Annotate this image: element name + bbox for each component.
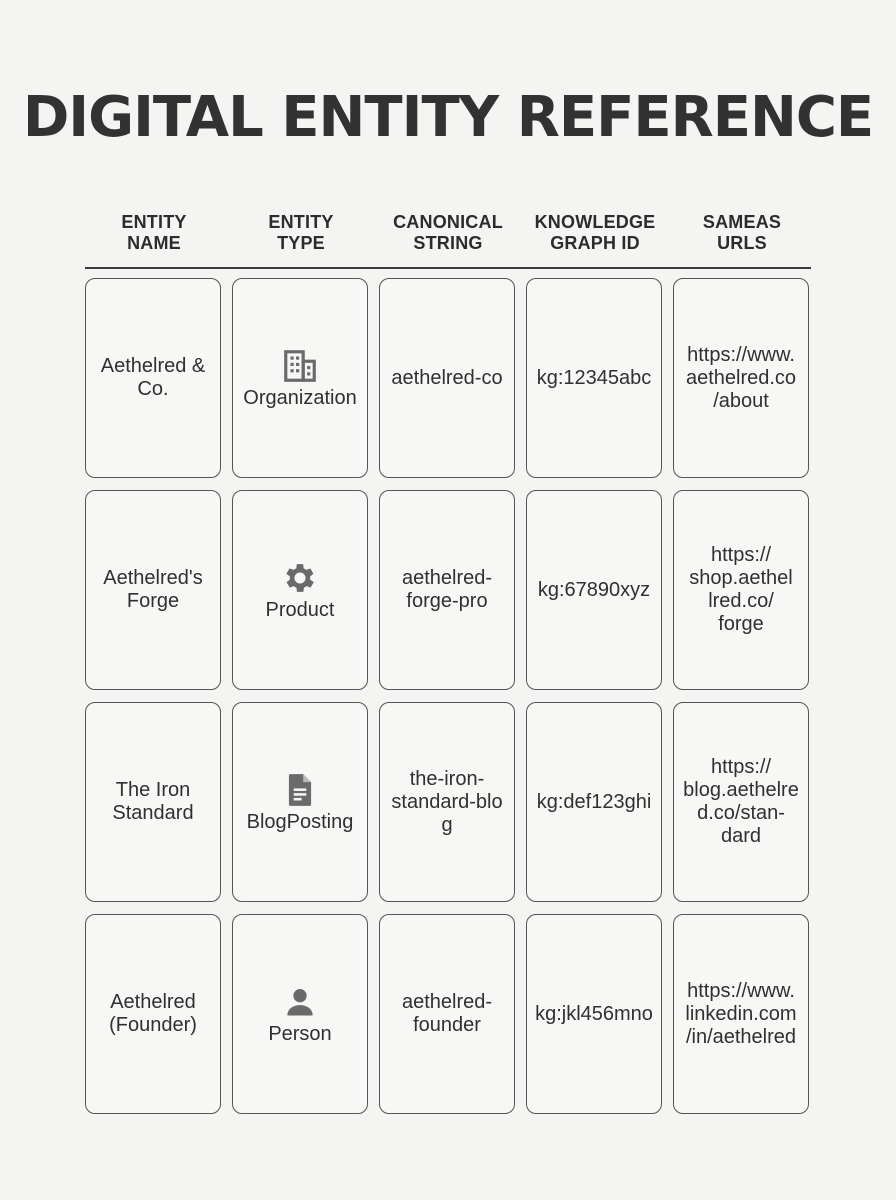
cell-entity-type: [232, 278, 368, 478]
canonical-string-text: aethelred- founder: [401, 991, 493, 1036]
building-icon: [281, 347, 319, 385]
cell-sameas-url: [673, 490, 809, 690]
cell-canonical-string: [379, 702, 515, 902]
person-icon: [281, 983, 319, 1021]
sameas-url-text: https:// blog.aethelre d.co/stan- dard: [683, 756, 799, 847]
canonical-string-text: aethelred- forge-pro: [401, 567, 493, 612]
knowledge-graph-id-text: kg:jkl456mno: [535, 1002, 653, 1025]
cell-canonical-string: [379, 914, 515, 1114]
cell-knowledge-graph-id: [526, 490, 662, 690]
cell-entity-type: [232, 490, 368, 690]
cell-sameas-url: [673, 702, 809, 902]
cell-knowledge-graph-id: [526, 278, 662, 478]
cell-knowledge-graph-id: [526, 914, 662, 1114]
canonical-string-text: the-iron- standard-blog: [391, 767, 503, 836]
sameas-url-text: https:// shop.aethel lred.co/ forge: [689, 544, 793, 635]
column-header-line: TYPE: [277, 233, 325, 253]
cell-entity-type: [232, 914, 368, 1114]
column-header-line: SAMEAS: [702, 212, 782, 232]
canonical-string-text: aethelred-co: [391, 366, 503, 389]
column-header-line: ENTITY: [121, 212, 187, 232]
entity-type-text: Product: [265, 598, 335, 621]
knowledge-graph-id-text: kg:12345abc: [536, 366, 652, 389]
cell-sameas-url: [673, 278, 809, 478]
cell-entity-type: [232, 702, 368, 902]
cell-entity-name: [85, 914, 221, 1114]
cell-knowledge-graph-id: [526, 702, 662, 902]
table-header: [85, 212, 811, 268]
entity-name-text: Aethelred (Founder): [109, 991, 197, 1036]
entity-type-text: Organization: [243, 386, 357, 409]
column-header-sameas-urls: [673, 212, 811, 254]
column-header-line: GRAPH ID: [550, 233, 640, 253]
column-header-line: NAME: [127, 233, 181, 253]
cell-canonical-string: [379, 278, 515, 478]
column-header-line: STRING: [413, 233, 483, 253]
column-header-entity-name: [85, 212, 223, 254]
knowledge-graph-id-text: kg:67890xyz: [537, 578, 651, 601]
document-icon: [281, 771, 319, 809]
column-header-line: KNOWLEDGE: [534, 212, 656, 232]
cell-entity-name: [85, 490, 221, 690]
gear-icon: [281, 559, 319, 597]
column-header-entity-type: [232, 212, 370, 254]
sameas-url-text: https://www. aethelred.co /about: [685, 343, 797, 412]
entity-name-text: The Iron Standard: [112, 779, 194, 824]
cell-sameas-url: [673, 914, 809, 1114]
knowledge-graph-id-text: kg:def123ghi: [536, 790, 652, 813]
column-header-line: URLS: [717, 233, 767, 253]
column-header-knowledge-graph-id: [526, 212, 664, 254]
cell-entity-name: [85, 702, 221, 902]
entity-name-text: Aethelred's Forge: [103, 567, 203, 612]
sameas-url-text: https://www. linkedin.com /in/aethelred: [685, 979, 797, 1048]
entity-name-text: Aethelred & Co.: [100, 355, 206, 400]
cell-entity-name: [85, 278, 221, 478]
entity-type-text: BlogPosting: [246, 810, 354, 833]
cell-canonical-string: [379, 490, 515, 690]
column-header-line: CANONICAL: [393, 212, 503, 232]
header-divider: [85, 267, 811, 269]
column-header-line: ENTITY: [268, 212, 334, 232]
entity-type-text: Person: [268, 1022, 332, 1045]
column-header-canonical-string: [379, 212, 517, 254]
page-title: DIGITAL ENTITY REFERENCE: [22, 85, 874, 150]
